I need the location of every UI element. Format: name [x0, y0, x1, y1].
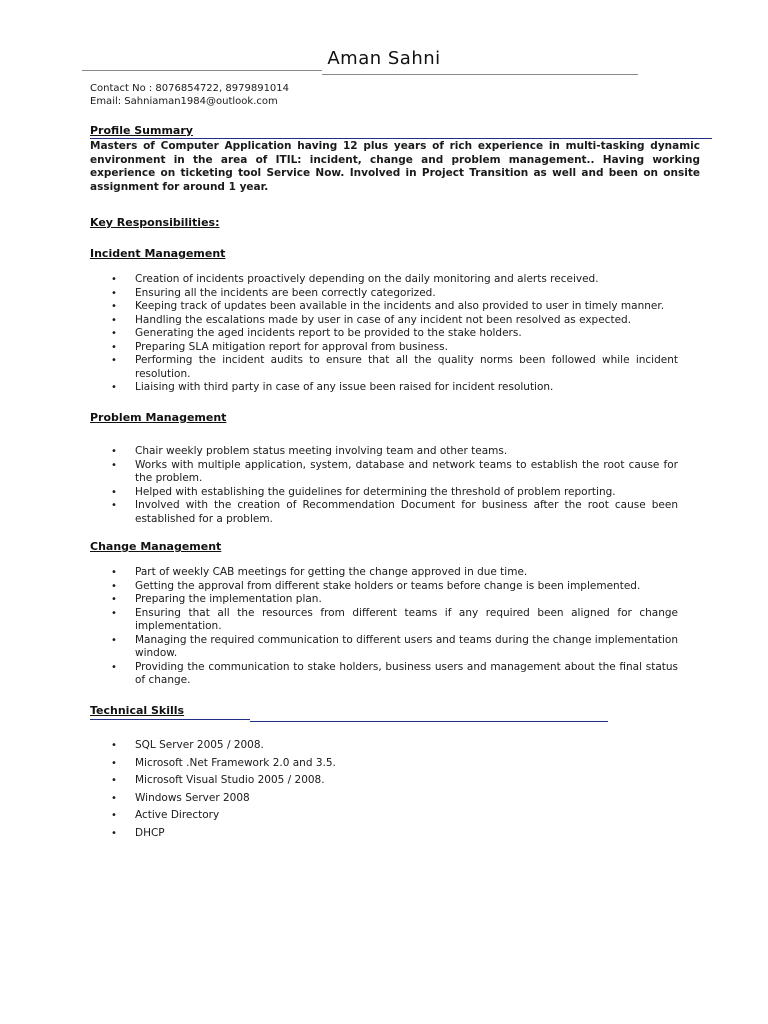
bullet-icon: •	[111, 567, 117, 578]
list-item	[90, 381, 678, 395]
technical-skills-list	[90, 737, 678, 842]
bullet-icon: •	[111, 607, 117, 619]
bullet-icon: •	[111, 459, 117, 471]
list-item	[90, 755, 678, 773]
list-item-text: Performing the incident audits to ensure that all the quality norms been followed while incident resolution.	[135, 354, 678, 380]
list-item	[90, 341, 678, 355]
technical-skills-heading: Technical Skills	[90, 704, 185, 717]
list-item-text: Microsoft Visual Studio 2005 / 2008.	[135, 774, 325, 786]
technical-skills-rule-right	[250, 721, 608, 722]
list-item-text: Active Directory	[135, 809, 220, 821]
list-item-text: SQL Server 2005 / 2008.	[135, 739, 264, 751]
bullet-icon: •	[111, 757, 117, 769]
list-item-text: Liaising with third party in case of any issue been raised for incident resolution.	[135, 381, 554, 393]
list-item	[90, 790, 678, 808]
list-item-text: Chair weekly problem status meeting involving team and other teams.	[135, 445, 508, 457]
list-item	[90, 807, 678, 825]
candidate-name: Aman Sahni	[327, 48, 441, 69]
list-item-text: Windows Server 2008	[135, 791, 250, 804]
bullet-icon: •	[111, 775, 117, 786]
list-item-text: Ensuring all the incidents are been correctly categorized.	[135, 286, 436, 299]
incident-management-heading: Incident Management	[90, 247, 226, 260]
bullet-icon: •	[111, 274, 117, 285]
list-item-text: DHCP	[135, 826, 165, 839]
list-item	[90, 661, 678, 688]
list-item	[90, 825, 678, 843]
list-item	[90, 273, 678, 287]
key-responsibilities-heading: Key Responsibilities:	[90, 216, 220, 229]
bullet-icon: •	[111, 301, 117, 312]
list-item	[90, 445, 678, 459]
list-item	[90, 300, 678, 314]
bullet-icon: •	[111, 355, 117, 366]
change-management-list	[90, 566, 678, 688]
list-item	[90, 486, 678, 500]
list-item	[90, 327, 678, 341]
contact-number: Contact No : 8076854722, 8979891014	[90, 83, 290, 94]
profile-summary-rule	[90, 138, 712, 139]
list-item	[90, 607, 678, 634]
bullet-icon: •	[111, 827, 117, 839]
list-item-text: Creation of incidents proactively depending on the daily monitoring and alerts received.	[135, 273, 599, 285]
list-item-text: Part of weekly CAB meetings for getting the change approved in due time.	[135, 566, 528, 578]
list-item	[90, 737, 678, 755]
list-item	[90, 566, 678, 580]
list-item	[90, 354, 678, 381]
bullet-icon: •	[111, 810, 117, 821]
list-item	[90, 580, 678, 594]
list-item-text: Getting the approval from different stake holders or teams before change is been implemented.	[135, 579, 641, 592]
list-item-text: Ensuring that all the resources from different teams if any required been aligned for change implementation.	[135, 606, 678, 632]
list-item	[90, 314, 678, 328]
bullet-icon: •	[111, 314, 117, 326]
list-item	[90, 634, 678, 661]
list-item	[90, 499, 678, 526]
list-item	[90, 287, 678, 301]
bullet-icon: •	[111, 486, 117, 498]
list-item-text: Keeping track of updates been available in the incidents and also provided to user in timely manner.	[135, 300, 665, 312]
bullet-icon: •	[111, 328, 117, 339]
list-item	[90, 593, 678, 607]
problem-management-list	[90, 445, 678, 526]
incident-management-list	[90, 273, 678, 395]
bullet-icon: •	[111, 287, 117, 299]
bullet-icon: •	[111, 740, 117, 751]
bullet-icon: •	[111, 446, 117, 457]
bullet-icon: •	[111, 634, 117, 646]
bullet-icon: •	[111, 500, 117, 511]
list-item	[90, 459, 678, 486]
list-item-text: Handling the escalations made by user in case of any incident not been resolved as expected.	[135, 313, 632, 326]
profile-summary-text: Masters of Computer Application having 12 plus years of rich experience in multi-tasking dynamic environment in the area of ITIL: incident, change and problem management.. Having working experience on ticketing tool Service Now. Involved in Project Transition as well and been on onsite assignment for around 1 year.	[90, 140, 700, 193]
bullet-icon: •	[111, 594, 117, 605]
header-rule-right	[322, 74, 638, 75]
profile-summary-heading: Profile Summary	[90, 124, 193, 137]
list-item-text: Managing the required communication to different users and teams during the change implementation window.	[135, 633, 678, 659]
change-management-heading: Change Management	[90, 540, 222, 553]
list-item-text: Helped with establishing the guidelines for determining the threshold of problem reporting.	[135, 485, 616, 498]
list-item-text: Microsoft .Net Framework 2.0 and 3.5.	[135, 756, 336, 769]
email-address: Email: Sahniaman1984@outlook.com	[90, 96, 278, 107]
list-item-text: Preparing SLA mitigation report for approval from business.	[135, 340, 448, 353]
bullet-icon: •	[111, 792, 117, 804]
list-item-text: Works with multiple application, system, database and network teams to establish the root cause for the problem.	[135, 458, 678, 484]
header-rule-left	[82, 70, 322, 71]
list-item	[90, 772, 678, 790]
bullet-icon: •	[111, 341, 117, 353]
list-item-text: Providing the communication to stake holders, business users and management about the final status of change.	[135, 660, 678, 686]
list-item-text: Preparing the implementation plan.	[135, 593, 322, 605]
bullet-icon: •	[111, 661, 117, 673]
list-item-text: Involved with the creation of Recommendation Document for business after the root cause been established for a problem.	[135, 499, 678, 525]
technical-skills-rule-left	[90, 719, 250, 720]
problem-management-heading: Problem Management	[90, 411, 227, 424]
bullet-icon: •	[111, 580, 117, 592]
list-item-text: Generating the aged incidents report to be provided to the stake holders.	[135, 327, 522, 339]
bullet-icon: •	[111, 382, 117, 393]
